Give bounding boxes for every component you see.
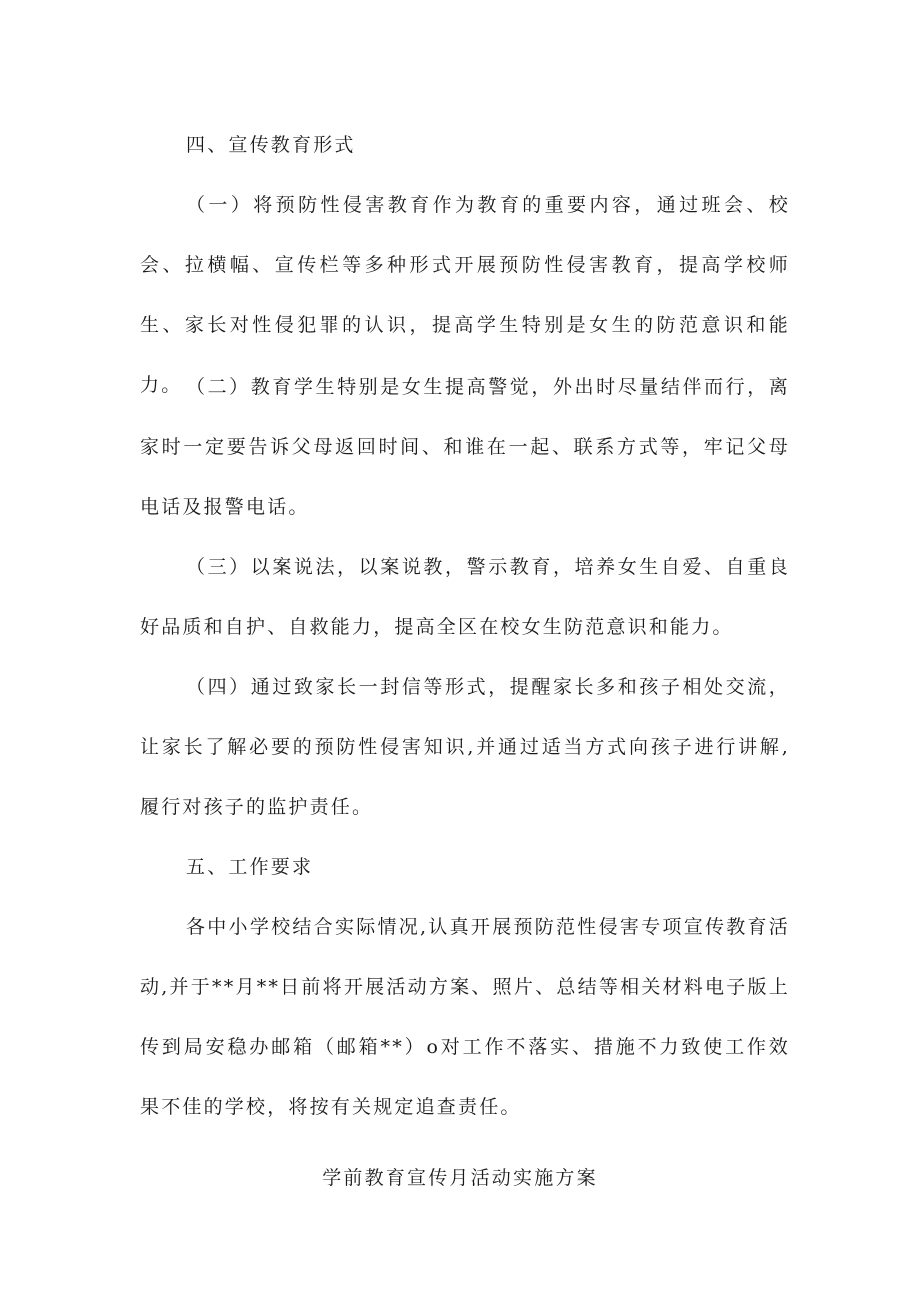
section-4-item-4: （四）通过致家长一封信等形式，提醒家长多和孩子相处交流，让家长了解必要的预防性侵害知识,并通过适当方式向孩子进行讲解,履行对孩子的监护责任。	[140, 676, 790, 818]
section-4-item-2: （二）教育学生特别是女生提高警觉，外出时尽量结伴而行，离家时一定要告诉父母返回时间、和谁在一起、联系方式等，牢记父母电话及报警电话。	[140, 376, 790, 518]
section-4-heading: 四、宣传教育形式	[186, 134, 356, 156]
next-document-title: 学前教育宣传月活动实施方案	[322, 1167, 598, 1189]
section-5-heading: 五、工作要求	[186, 856, 314, 878]
section-4-item-1: （一）将预防性侵害教育作为教育的重要内容，通过班会、校会、拉横幅、宣传栏等多种形式开展预防性侵害教育，提高学校师生、家长对性侵犯罪的认识，提高学生特别是女生的防范意识和能力。	[140, 194, 790, 396]
section-4-item-3: （三）以案说法，以案说教，警示教育，培养女生自爱、自重良好品质和自护、自救能力，提高全区在校女生防范意识和能力。	[140, 556, 790, 638]
section-5-body: 各中小学校结合实际情况,认真开展预防范性侵害专项宣传教育活动,并于**月**日前将开展活动方案、照片、总结等相关材料电子版上传到局安稳办邮箱（邮箱**）o对工作不落实、措施不力致使工作效果不佳的学校，将按有关规定追查责任。	[140, 916, 790, 1118]
